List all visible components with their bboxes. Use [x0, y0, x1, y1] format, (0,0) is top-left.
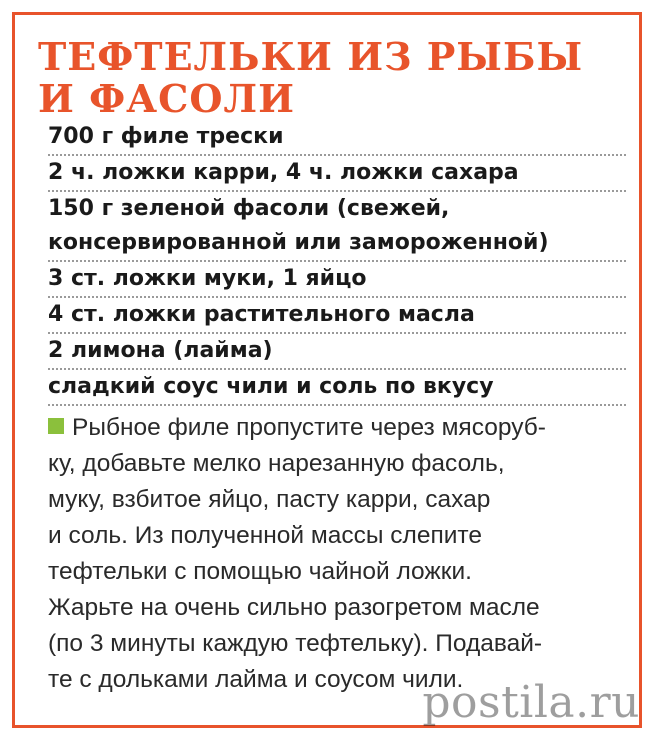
ingredient-text: сладкий соус чили и соль по вкусу: [48, 374, 494, 399]
ingredient-item: [48, 156, 626, 192]
ingredient-text: 3 ст. ложки муки, 1 яйцо: [48, 266, 367, 291]
ingredient-item: [48, 334, 626, 370]
method-line: те с дольками лайма и соусом чили.: [48, 666, 464, 693]
ingredient-text: 2 ч. ложки карри, 4 ч. ложки сахара: [48, 160, 519, 185]
ingredient-item: [48, 262, 626, 298]
method-line: муку, взбитое яйцо, пасту карри, сахар: [48, 486, 491, 513]
method-line: ку, добавьте мелко нарезанную фасоль,: [48, 450, 505, 477]
recipe-title: [38, 36, 598, 120]
ingredient-item: [48, 192, 626, 262]
method-line: [48, 410, 628, 446]
ingredient-text: 2 лимона (лайма): [48, 338, 273, 363]
method-line-text: Рыбное филе пропустите через мясоруб-: [72, 414, 546, 441]
method-line: и соль. Из полученной массы слепите: [48, 522, 482, 549]
recipe-title-line-1: ТЕФТЕЛЬКИ ИЗ РЫБЫ: [38, 34, 584, 79]
ingredient-text: консервированной или замороженной): [48, 230, 549, 255]
recipe-title-line-2: И ФАСОЛИ: [38, 76, 295, 121]
square-bullet-icon: [48, 418, 64, 434]
ingredient-item: [48, 298, 626, 334]
watermark: postila.ru: [422, 677, 640, 728]
ingredient-text: 4 ст. ложки растительного масла: [48, 302, 475, 327]
method-line: Жарьте на очень сильно разогретом масле: [48, 594, 540, 621]
method-paragraph: [48, 410, 628, 698]
ingredient-text: 150 г зеленой фасоли (свежей,: [48, 196, 450, 221]
ingredient-list: [48, 120, 626, 406]
method-line: (по 3 минуты каждую тефтельку). Подавай-: [48, 630, 543, 657]
ingredient-item: [48, 120, 626, 156]
ingredient-text: 700 г филе трески: [48, 124, 284, 149]
ingredient-item: [48, 370, 626, 406]
method-line: тефтельки с помощью чайной ложки.: [48, 558, 472, 585]
